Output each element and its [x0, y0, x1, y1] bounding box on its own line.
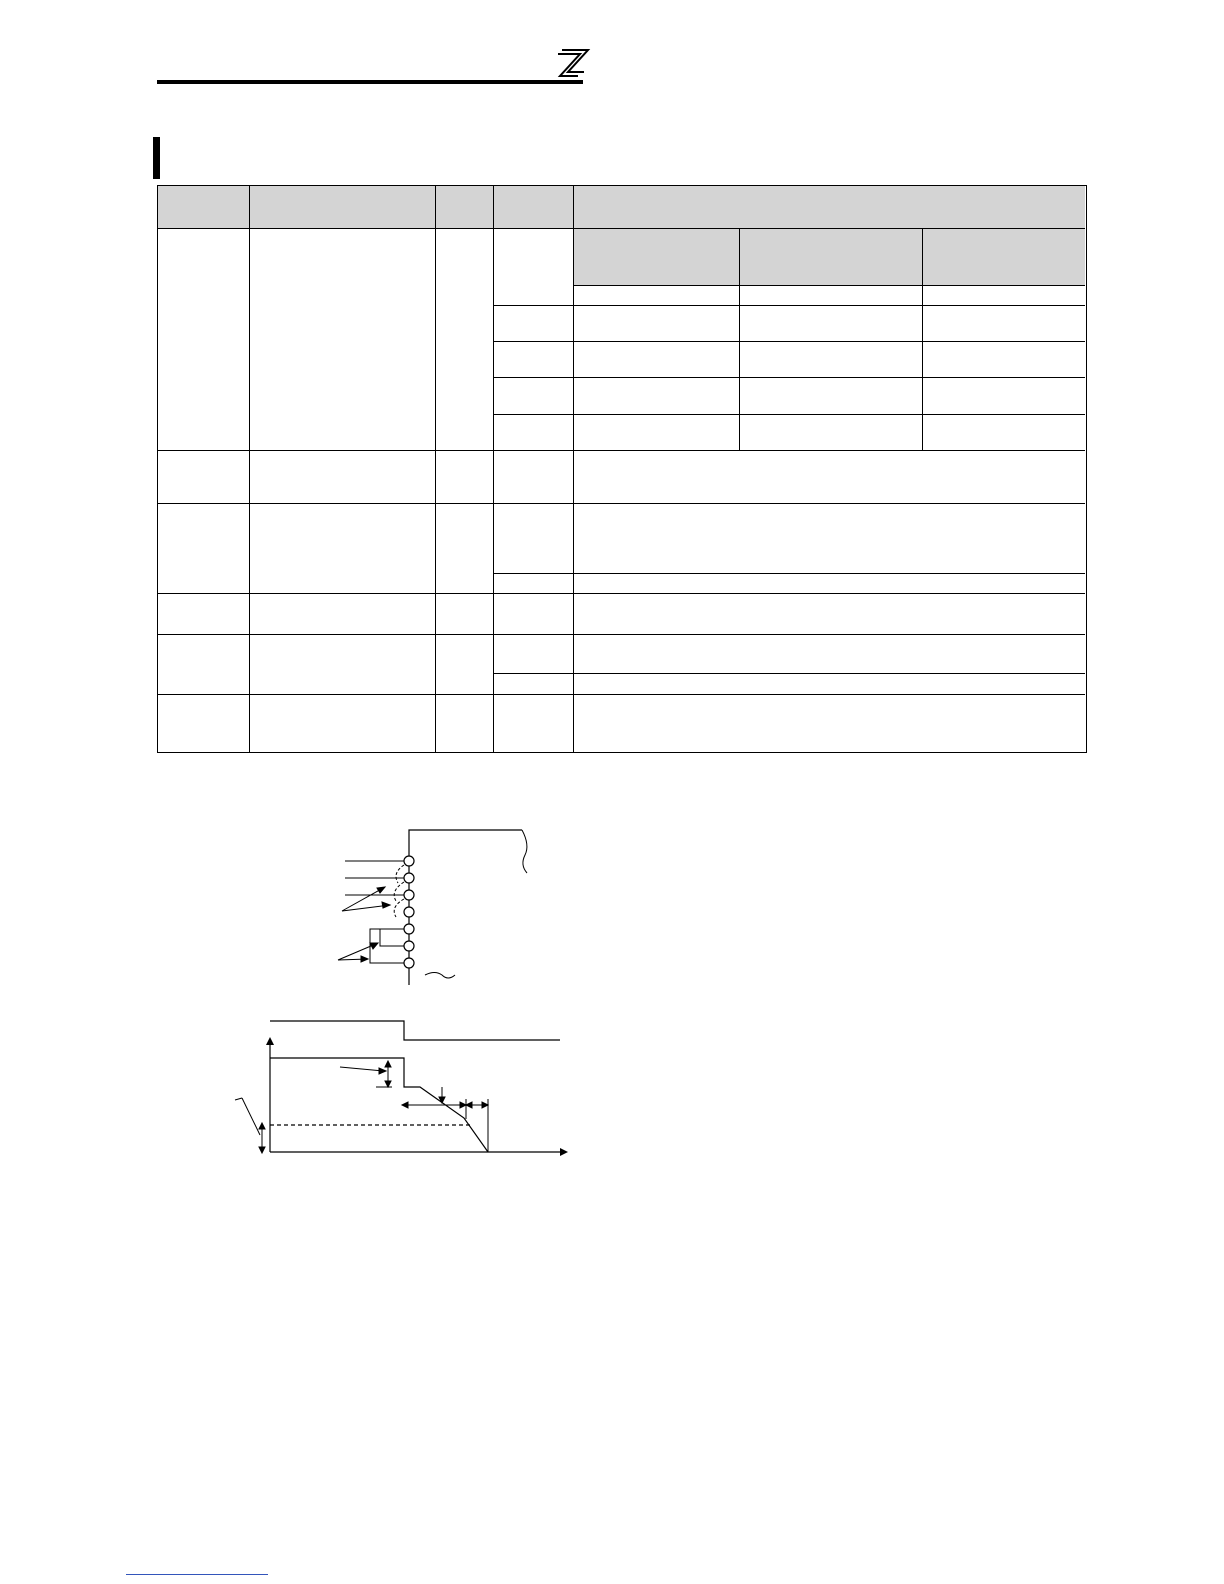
table-header-row — [158, 186, 1085, 228]
parameter-table — [157, 185, 1087, 753]
footer-link-underline[interactable] — [126, 1574, 268, 1575]
brand-logo-icon — [550, 48, 590, 84]
header-rule — [157, 80, 583, 84]
terminal-wiring-diagram — [330, 825, 550, 990]
table-subheader-row — [574, 229, 1085, 285]
frequency-time-chart — [230, 1015, 575, 1165]
section-marker-bar — [153, 137, 160, 179]
